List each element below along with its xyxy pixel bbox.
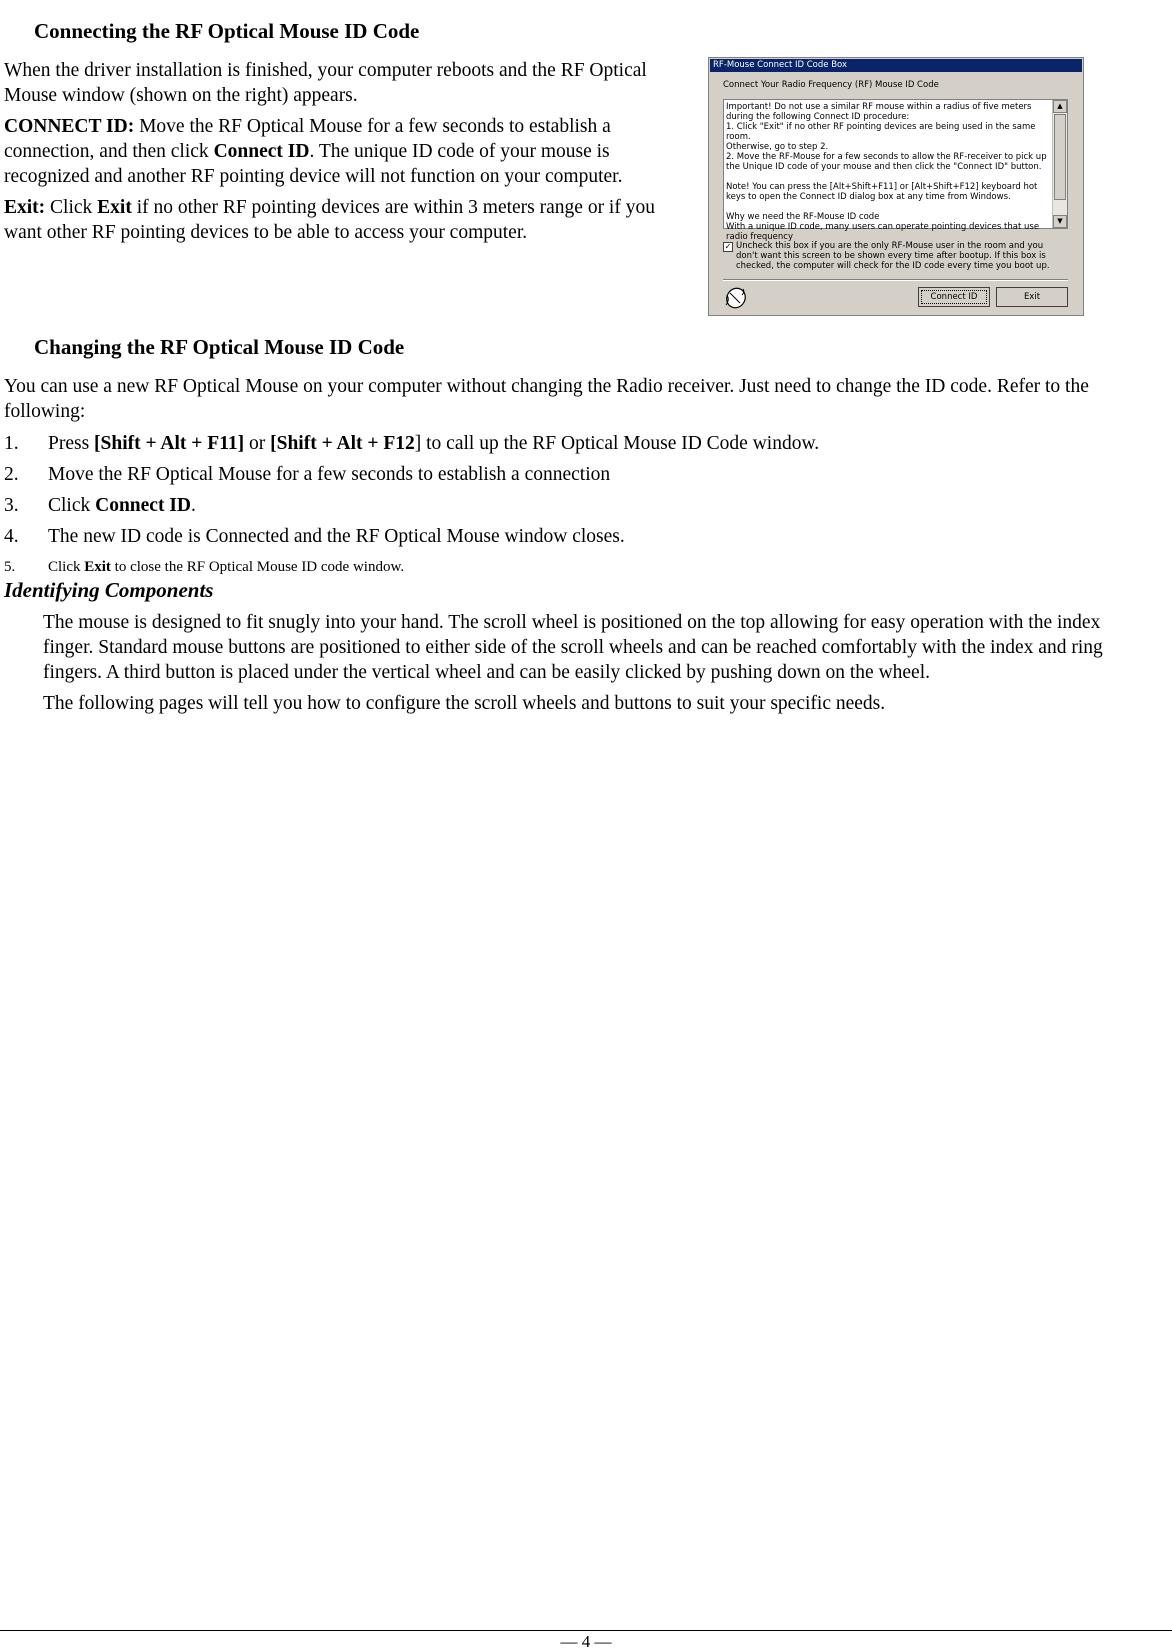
- exit-text-b: if no other RF pointing devices are within 3 meters range or if you want other RF pointing devices to be able to access your computer.: [4, 197, 655, 243]
- step-hotkey-2: [Shift + Alt + F12: [270, 433, 415, 454]
- step-text-part: .: [191, 495, 196, 516]
- step-text-part: or: [244, 433, 271, 454]
- scroll-down-icon[interactable]: ▼: [1053, 215, 1067, 228]
- dialog-subtitle: Connect Your Radio Frequency (RF) Mouse ID Code: [723, 80, 939, 90]
- connect-bold: Connect ID: [213, 141, 310, 162]
- identifying-paragraph-1: The mouse is designed to fit snugly into your hand. The scroll wheel is positioned on the top allowing for easy operation with the index finger. Standard mouse buttons are positioned to either side of the scroll wheels and can be reached comfortably with the index and ring fingers. A third button is placed under the vertical wheel and can be easily clicked by pushing down on the wheel.: [43, 612, 1103, 683]
- step-number: 4.: [4, 526, 19, 547]
- step-number: 2.: [4, 464, 19, 485]
- list-item: [4, 428, 1004, 459]
- exit-bold: Exit: [97, 197, 132, 218]
- step-text-part: Click: [48, 495, 96, 516]
- step-text-part: to close the RF Optical Mouse ID code window.: [110, 559, 405, 575]
- dialog-title-bar: RF-Mouse Connect ID Code Box: [710, 59, 1082, 72]
- page-number: — 4 —: [560, 1632, 612, 1651]
- section-heading-identifying: Identifying Components: [4, 578, 214, 602]
- section-heading-connecting: Connecting the RF Optical Mouse ID Code: [34, 19, 420, 43]
- exit-paragraph: [4, 195, 669, 245]
- intro-block: [4, 58, 669, 251]
- scroll-up-icon[interactable]: ▲: [1053, 100, 1067, 113]
- step-text-part: Press: [48, 433, 95, 454]
- dialog-scrollbar[interactable]: [1052, 100, 1067, 228]
- identifying-block: [43, 610, 1108, 722]
- exit-text-a: Click: [45, 197, 98, 218]
- step-text: [48, 428, 819, 459]
- connect-id-button[interactable]: Connect ID: [918, 287, 990, 307]
- step-text-part: ] to call up the RF Optical Mouse ID Code window.: [414, 433, 820, 454]
- step-text: The new ID code is Connected and the RF Optical Mouse window closes.: [48, 526, 625, 547]
- connect-id-paragraph: [4, 114, 669, 189]
- scrollbar-thumb[interactable]: [1054, 114, 1066, 200]
- rf-mouse-dialog: [708, 57, 1084, 316]
- step-bold: Exit: [84, 559, 111, 575]
- steps-list: [4, 428, 1004, 583]
- changing-intro-paragraph: You can use a new RF Optical Mouse on your computer without changing the Radio receiver. Just need to change the ID code. Refer to the following:: [4, 376, 1089, 422]
- dialog-separator: [723, 279, 1068, 281]
- list-item: [4, 521, 1004, 552]
- step-hotkey-1: [Shift + Alt + F11]: [94, 433, 245, 454]
- intro-paragraph: When the driver installation is finished, your computer reboots and the RF Optical Mouse window (shown on the right) appears.: [4, 60, 647, 106]
- dialog-info-textbox[interactable]: [723, 99, 1068, 242]
- changing-intro: [4, 374, 1164, 424]
- show-at-boot-checkbox[interactable]: ✓: [724, 242, 732, 251]
- step-number: 3.: [4, 495, 19, 516]
- list-item: [4, 459, 1004, 490]
- show-at-boot-label: Uncheck this box if you are the only RF-Mouse user in the room and you don't want this screen to be shown every time after bootup. If this box is checked, the computer will check for the ID code every time you boot up.: [736, 241, 1050, 271]
- connect-id-label: CONNECT ID:: [4, 116, 135, 137]
- footer-rule: [0, 1630, 1172, 1631]
- rf-mouse-icon: [723, 285, 749, 309]
- step-number: 1.: [4, 433, 19, 454]
- identifying-paragraph-2: The following pages will tell you how to configure the scroll wheels and buttons to suit your specific needs.: [43, 693, 886, 714]
- connect-text-a: Move the RF Optical Mouse for a few seconds to establish a connection, and then click: [4, 116, 611, 162]
- connect-text-b: . The unique ID code of your mouse is recognized and another RF pointing device will not function on your computer.: [4, 141, 623, 187]
- dialog-info-text: Important! Do not use a similar RF mouse within a radius of five meters during the following Connect ID procedure: 1. Click "Exit" if no other RF pointing devices are being used in the same room. Otherwise, go to step 2. 2. Move the RF-Mouse for a few seconds to allow the RF-receiver to pick up the Unique ID code of your mouse and then click the "Connect ID" button. Note! You can press the [Alt+Shift+F11] or [Alt+Shift+F12] keyboard hot keys to open the Connect ID dialog box at any time from Windows. Why we need the RF-Mouse ID code With a unique ID code, many users can operate pointing devices that use radio frequency: [726, 102, 1047, 242]
- step-bold: Connect ID: [95, 495, 191, 516]
- step-text: [48, 490, 196, 521]
- step-text-part: Click: [48, 559, 85, 575]
- exit-label: Exit:: [4, 197, 46, 218]
- step-number: 5.: [4, 559, 16, 575]
- list-item: [4, 490, 1004, 521]
- exit-button[interactable]: Exit: [996, 287, 1068, 307]
- step-text: Move the RF Optical Mouse for a few seconds to establish a connection: [48, 464, 611, 485]
- section-heading-changing: Changing the RF Optical Mouse ID Code: [34, 335, 405, 359]
